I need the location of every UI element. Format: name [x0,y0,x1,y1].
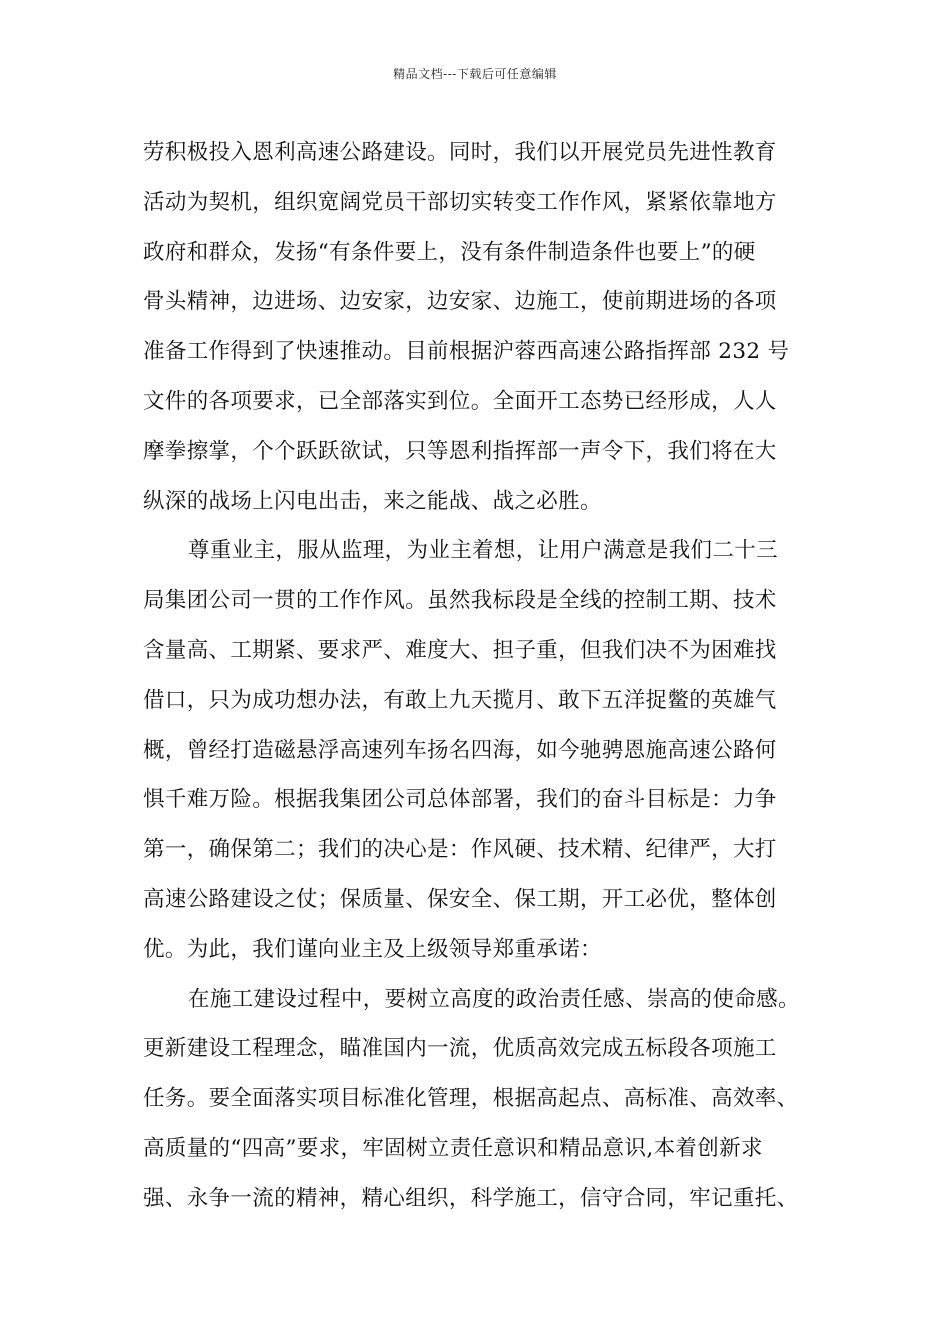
text-line: 准备工作得到了快速推动。目前根据沪蓉西高速公路指挥部 232 号 [143,339,790,365]
text-line: 劳积极投入恩利高速公路建设。同时，我们以开展党员先进性教育 [143,140,777,165]
text-line: 惧千难万险。根据我集团公司总体部署，我们的奋斗目标是：力争 [143,787,777,813]
text-line: 局集团公司一贯的工作作风。虽然我标段是全线的控制工期、技术 [143,588,777,614]
paragraph-first-line: 尊重业主，服从监理，为业主着想，让用户满意是我们二十三 [188,538,778,564]
text-line: 文件的各项要求，已全部落实到位。全面开工态势已经形成，人人 [143,388,777,414]
text-line: 纵深的战场上闪电出击，来之能战、战之必胜。 [143,488,602,514]
text-line: 骨头精神，边进场、边安家，边安家、边施工，使前期进场的各项 [143,289,777,315]
text-line: 概，曾经打造磁悬浮高速列车扬名四海，如今驰骋恩施高速公路何 [143,737,777,763]
text-line: 活动为契机，组织宽阔党员干部切实转变工作作风，紧紧依靠地方 [143,189,777,215]
text-line: 政府和群众，发扬“有条件要上，没有条件制造条件也要上”的硬 [143,239,756,265]
text-line: 高速公路建设之仗；保质量、保安全、保工期，开工必优，整体创 [143,886,777,912]
text-line: 借口，只为成功想办法，有敢上九天揽月、敢下五洋捉鳖的英雄气 [143,687,777,713]
text-line: 更新建设工程理念，瞄准国内一流，优质高效完成五标段各项施工 [143,1036,777,1062]
page-header: 精品文档---下载后可任意编辑 [393,67,557,81]
text-line: 高质量的“四高”要求，牢固树立责任意识和精品意识,本着创新求 [143,1135,763,1161]
text-line: 摩拳擦掌，个个跃跃欲试，只等恩利指挥部一声令下，我们将在大 [143,438,777,464]
text-line: 第一，确保第二；我们的决心是：作风硬、技术精、纪律严，大打 [143,837,777,863]
paragraph-first-line: 在施工建设过程中，要树立高度的政治责任感、崇高的使命感。 [188,986,800,1012]
text-line: 任务。要全面落实项目标准化管理，根据高起点、高标准、高效率、 [143,1086,799,1112]
document-body [143,128,833,1224]
text-line: 优。为此，我们谨向业主及上级领导郑重承诺： [143,936,602,962]
text-line: 含量高、工期紧、要求严、难度大、担子重，但我们决不为困难找 [143,637,777,663]
text-line: 强、永争一流的精神，精心组织，科学施工，信守合同，牢记重托、 [143,1185,799,1211]
